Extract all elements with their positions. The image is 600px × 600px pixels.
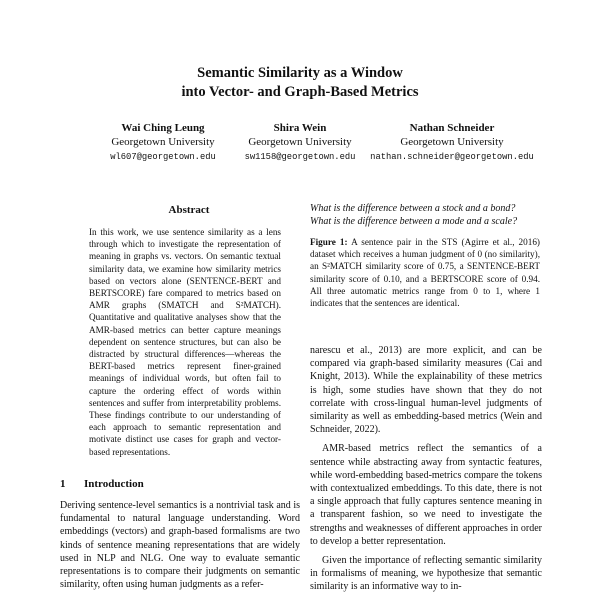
title-line-1: Semantic Similarity as a Window [197,65,403,81]
author-affiliation: Georgetown University [400,136,504,148]
introduction-body [60,499,300,591]
author-email: wl607@georgetown.edu [110,152,216,162]
example-sentence-1: What is the difference between a stock and a bond? [310,203,516,214]
paragraph-1: narescu et al., 2013) are more explicit, and can be compared via graph-based similarity measures (Cai and Knight, 2013). While the explainability of these metrics is high, some studies have shown that they do not correlate with cross-lingual human-level judgments of similarity as well as embedding-based metrics (Wein and Schneider, 2022). [310,345,542,436]
author-affiliation: Georgetown University [111,136,215,148]
right-column-body [310,344,542,600]
abstract-text: In this work, we use sentence similarity as a lens through which to investigate the representation of meaning in graphs vs. vectors. On semantic textual similarity data, we examine how similarity metrics based on vectors alone (SENTENCE-BERT and BERTSCORE) fare compared to metrics based on AMR graphs (SMATCH and S²MATCH). Quantitative and qualitative analyses show that the AMR-based metrics can better capture meanings dependent on sentence structures, but can also be distracted by structural differences—whereas the BERT-based metrics represent finer-grained meanings of individual words, but often fail to capture the ordering effect of words within sentences and suffer from interpretability problems. These findings contribute to our understanding of each approach to semantic representation and motivate distinct use cases for graph and vector-based representations. [89,227,281,457]
author-name: Shira Wein [273,122,327,134]
author-block-3 [362,121,542,164]
author-affiliation: Georgetown University [248,136,352,148]
introduction-text: Deriving sentence-level semantics is a nontrivial task and is fundamental to natural language understanding. Word embeddings (vectors) and graph-based formalisms are two kinds of sentence meaning representations that are widely used in NLP and NLG. One way to evaluate semantic representations is to compare their judgments on semantic similarity, often using human judgments as a refer- [60,500,300,591]
paragraph-2: AMR-based metrics reflect the semantics of a sentence while abstracting away from syntactic features, while word-embedding based-metrics compare the tokens with contextualized embeddings. To this date, there is not a single approach that fully captures sentence meaning in a transparent fashion, so we need to investigate the strengths and weaknesses of different approaches in order to develop a better representation. [310,443,542,547]
example-sentence-2: What is the difference between a mode and a scale? [310,216,518,227]
abstract-body [89,226,281,458]
section-heading-introduction [60,478,144,490]
section-number: 1 [60,478,66,490]
title-line-2: into Vector- and Graph-Based Metrics [181,84,419,100]
author-name: Nathan Schneider [409,122,495,134]
paragraph-3: Given the importance of reflecting semantic similarity in formalisms of meaning, we hypothesize that semantic similarity is an informative way to in- [310,555,542,593]
figure-label: Figure 1: [310,237,348,247]
figure-1-example [310,202,550,228]
author-name: Wai Ching Leung [121,122,205,134]
author-email: sw1158@georgetown.edu [244,152,356,162]
section-title: Introduction [84,478,144,490]
author-email: nathan.schneider@georgetown.edu [370,152,534,162]
abstract-heading: Abstract [168,204,210,216]
caption-text: A sentence pair in the STS (Agirre et al., 2016) dataset which receives a human judgment of 0 (no similarity), an S²MATCH similarity score of 0.75, a SENTENCE-BERT similarity score of 0.10, and a BERTSCORE score of 0.94. All three automatic metrics range from 0 to 1, where 1 indicates that the sentences are identical. [310,237,540,309]
figure-1-caption [310,236,540,309]
paper-title [0,64,600,102]
